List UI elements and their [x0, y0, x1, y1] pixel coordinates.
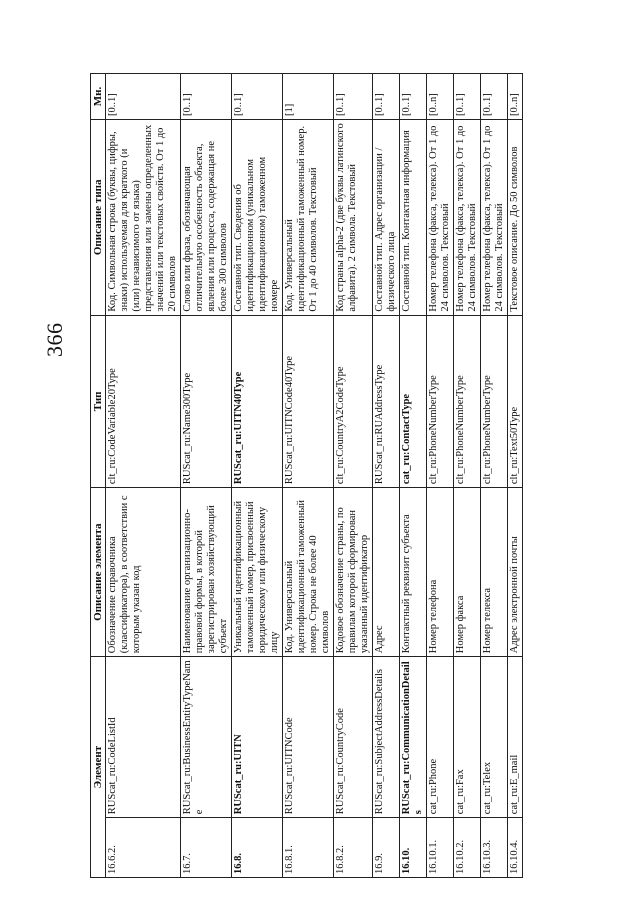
- element-description-cell: Обозначение справочника (классификатора), в соответствии с которым указан код: [106, 488, 181, 657]
- type-description-cell: Код. Символьная строка (буквы, цифры, знаки) используемая для краткого (и (или) независимого от языка) представления или замены определенных значений или текстовых свойств. От 1 до 20 символов: [106, 120, 181, 316]
- element-name-cell: RUScat_ru:SubjectAddressDetails: [373, 657, 400, 818]
- element-name-cell: RUScat_ru:UITNCode: [283, 657, 334, 818]
- type-description-cell: Номер телефона (факса, телекса). От 1 до 24 символов. Текстовый: [481, 120, 508, 316]
- row-number-cell: 16.10.: [400, 818, 427, 878]
- element-name-cell: cat_ru:E_mail: [508, 657, 523, 818]
- multiplicity-cell: [1]: [283, 74, 334, 120]
- element-name-cell: RUScat_ru:BusinessEntityTypeName: [181, 657, 232, 818]
- schema-table-wrapper: [90, 73, 583, 878]
- type-name-cell: clt_ru:PhoneNumberType: [427, 315, 454, 488]
- element-name-cell: RUScat_ru:CountryCode: [334, 657, 373, 818]
- multiplicity-cell: [0..1]: [334, 74, 373, 120]
- type-name-cell: clt_ru:CountryA2CodeType: [334, 315, 373, 488]
- table-row: [481, 74, 508, 878]
- type-name-cell: clt_ru:Text50Type: [508, 315, 523, 488]
- multiplicity-cell: [0..1]: [106, 74, 181, 120]
- row-number-cell: 16.10.1.: [427, 818, 454, 878]
- row-number-cell: 16.8.1.: [283, 818, 334, 878]
- header-description: Описание элемента: [91, 488, 106, 657]
- table-body: [106, 74, 523, 878]
- type-description-cell: Номер телефона (факса, телекса). От 1 до 24 символов. Текстовый: [454, 120, 481, 316]
- table-row: [232, 74, 283, 878]
- element-name-cell: RUScat_ru:CommunicationDetails: [400, 657, 427, 818]
- type-name-cell: cat_ru:ContactType: [400, 315, 427, 488]
- multiplicity-cell: [0..n]: [508, 74, 523, 120]
- type-description-cell: Текстовое описание. До 50 символов: [508, 120, 523, 316]
- multiplicity-cell: [0..1]: [400, 74, 427, 120]
- element-name-cell: cat_ru:Phone: [427, 657, 454, 818]
- element-description-cell: Номер факса: [454, 488, 481, 657]
- table-row: [106, 74, 181, 878]
- element-description-cell: Наименование организационно-правовой формы, в которой зарегистрирован хозяйствующий субъект: [181, 488, 232, 657]
- element-description-cell: Номер телефона: [427, 488, 454, 657]
- row-number-cell: 16.8.: [232, 818, 283, 878]
- type-description-cell: Составной тип. Сведения об идентификационном (уникальном идентификационном) таможенном номере: [232, 120, 283, 316]
- table-header: [91, 74, 106, 878]
- type-name-cell: RUScat_ru:UITN40Type: [232, 315, 283, 488]
- multiplicity-cell: [0..1]: [454, 74, 481, 120]
- multiplicity-cell: [0..1]: [181, 74, 232, 120]
- element-description-cell: Контактный реквизит субъекта: [400, 488, 427, 657]
- element-name-cell: RUScat_ru:CodeListId: [106, 657, 181, 818]
- header-multiplicity: Мн.: [91, 74, 106, 120]
- element-description-cell: Номер телекса: [481, 488, 508, 657]
- schema-table: [90, 73, 523, 878]
- type-name-cell: RUScat_ru:RUAddressType: [373, 315, 400, 488]
- type-name-cell: clt_ru:PhoneNumberType: [481, 315, 508, 488]
- multiplicity-cell: [0..1]: [481, 74, 508, 120]
- type-name-cell: RUScat_ru:Name300Type: [181, 315, 232, 488]
- table-row: [181, 74, 232, 878]
- type-description-cell: Составной тип. Адрес организации / физического лица: [373, 120, 400, 316]
- element-name-cell: cat_ru:Telex: [481, 657, 508, 818]
- table-row: [508, 74, 523, 878]
- table-row: [334, 74, 373, 878]
- type-description-cell: Код. Универсальный идентификационный таможенный номер. От 1 до 40 символов. Текстовый: [283, 120, 334, 316]
- header-type-description: Описание типа: [91, 120, 106, 316]
- type-description-cell: Слово или фраза, обозначающая отличительную особенность объекта, явления или процесса, содержащая не более 300 символов: [181, 120, 232, 316]
- table-row: [283, 74, 334, 878]
- type-description-cell: Номер телефона (факса, телекса). От 1 до 24 символов. Текстовый: [427, 120, 454, 316]
- row-number-cell: 16.10.3.: [481, 818, 508, 878]
- element-description-cell: Уникальный идентификационный таможенный номер, присвоенный юридическому или физическому лицу: [232, 488, 283, 657]
- element-description-cell: Код. Универсальный идентификационный таможенный номер. Строка не более 40 символов: [283, 488, 334, 657]
- type-name-cell: RUScat_ru:UITNCode40Type: [283, 315, 334, 488]
- row-number-cell: 16.6.2.: [106, 818, 181, 878]
- multiplicity-cell: [0..1]: [232, 74, 283, 120]
- type-description-cell: Код страны alpha-2 (две буквы латинского алфавита). 2 символа. Текстовый: [334, 120, 373, 316]
- row-number-cell: 16.10.2.: [454, 818, 481, 878]
- type-name-cell: clt_ru:CodeVariable20Type: [106, 315, 181, 488]
- row-number-cell: 16.9.: [373, 818, 400, 878]
- element-description-cell: Адрес электронной почты: [508, 488, 523, 657]
- element-description-cell: Кодовое обозначение страны, по правилам которой сформирован указанный идентификатор: [334, 488, 373, 657]
- table-row: [454, 74, 481, 878]
- type-name-cell: clt_ru:PhoneNumberType: [454, 315, 481, 488]
- element-name-cell: cat_ru:Fax: [454, 657, 481, 818]
- type-description-cell: Составной тип. Контактная информация: [400, 120, 427, 316]
- page-number: 366: [42, 322, 67, 357]
- multiplicity-cell: [0..1]: [373, 74, 400, 120]
- element-description-cell: Адрес: [373, 488, 400, 657]
- table-row: [427, 74, 454, 878]
- multiplicity-cell: [0..n]: [427, 74, 454, 120]
- element-name-cell: RUScat_ru:UITN: [232, 657, 283, 818]
- table-row: [373, 74, 400, 878]
- header-type: Тип: [91, 315, 106, 488]
- table-row: [400, 74, 427, 878]
- header-element: Элемент: [91, 657, 106, 878]
- row-number-cell: 16.10.4.: [508, 818, 523, 878]
- row-number-cell: 16.8.2.: [334, 818, 373, 878]
- row-number-cell: 16.7.: [181, 818, 232, 878]
